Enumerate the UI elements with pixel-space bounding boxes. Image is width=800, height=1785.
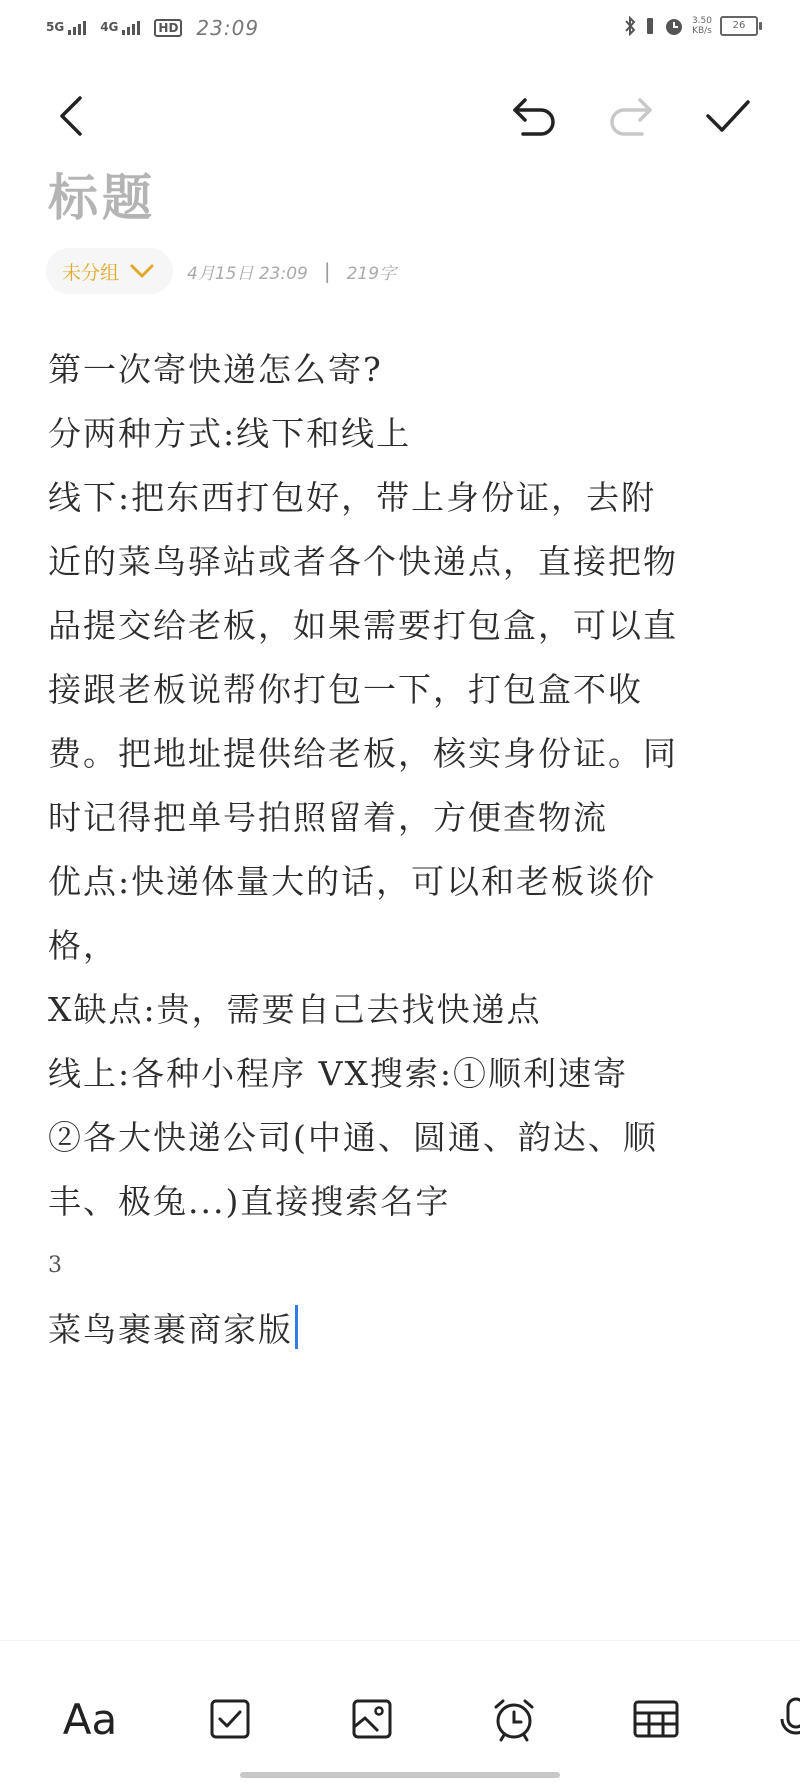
insert-image-button[interactable] <box>340 1687 404 1751</box>
alarm-icon <box>490 1695 538 1743</box>
status-time: 23:09 <box>196 16 260 40</box>
editor-toolbar <box>0 78 800 154</box>
note-line: 线下:把东西打包好，带上身份证，去附 <box>48 478 657 517</box>
net-speed: 3.50 KB/s <box>691 16 712 36</box>
chevron-left-icon <box>52 94 92 138</box>
done-button[interactable] <box>700 88 756 144</box>
note-line: ②各大快递公司(中通、圆通、韵达、顺 <box>48 1118 658 1157</box>
redo-button[interactable] <box>603 88 659 144</box>
note-line: 3 <box>48 1253 64 1278</box>
note-line: 格， <box>48 926 118 965</box>
undo-button[interactable] <box>506 88 562 144</box>
status-bar <box>0 0 800 62</box>
note-line: 优点:快递体量大的话，可以和老板谈价 <box>48 862 657 901</box>
hd-icon: HD <box>154 19 182 37</box>
insert-table-button[interactable] <box>624 1687 688 1751</box>
bottom-toolbar <box>0 1640 800 1785</box>
meta-separator: | <box>323 259 331 283</box>
voice-input-button[interactable] <box>764 1687 800 1751</box>
checkbox-icon <box>208 1697 252 1741</box>
signal-5g-icon: 5G <box>46 21 86 35</box>
note-line-text: 菜鸟裹裹商家版 <box>48 1310 293 1349</box>
note-line-last <box>48 1298 763 1362</box>
bluetooth-icon <box>624 16 636 36</box>
vibrate-icon <box>644 16 656 36</box>
note-body[interactable] <box>48 338 763 1362</box>
group-label: 未分组 <box>62 261 120 284</box>
redo-icon <box>606 96 656 136</box>
status-right <box>624 16 758 36</box>
note-meta <box>46 248 396 294</box>
text-cursor <box>295 1305 298 1349</box>
back-button[interactable] <box>44 88 100 144</box>
font-style-button[interactable]: Aa <box>62 1694 118 1744</box>
undo-icon <box>509 96 559 136</box>
checklist-button[interactable] <box>198 1687 262 1751</box>
reminder-button[interactable] <box>482 1687 546 1751</box>
note-line: 费。把地址提供给老板，核实身份证。同 <box>48 734 678 773</box>
note-date: 4月15日 23:09 <box>187 263 308 284</box>
table-icon <box>632 1697 680 1741</box>
title-input[interactable]: 标题 <box>48 168 156 227</box>
microphone-icon <box>778 1695 800 1743</box>
signal-4g-icon: 4G <box>100 21 140 35</box>
note-line: 近的菜鸟驿站或者各个快递点，直接把物 <box>48 542 678 581</box>
check-icon <box>704 96 752 136</box>
note-line: 线上:各种小程序 VX搜索:①顺利速寄 <box>48 1054 629 1093</box>
note-line: 第一次寄快递怎么寄? <box>48 350 383 389</box>
image-icon <box>350 1697 394 1741</box>
note-line: X缺点:贵，需要自己去找快递点 <box>48 990 542 1029</box>
word-count: 219字 <box>346 263 397 284</box>
group-selector[interactable] <box>46 248 173 294</box>
status-left <box>46 16 259 40</box>
home-indicator[interactable] <box>240 1772 560 1778</box>
battery-icon: 26 <box>720 16 758 36</box>
note-line: 接跟老板说帮你打包一下，打包盒不收 <box>48 670 643 709</box>
chevron-down-icon <box>129 263 155 279</box>
note-line: 丰、极兔...)直接搜索名字 <box>48 1182 451 1221</box>
note-line: 时记得把单号拍照留着，方便查物流 <box>48 798 608 837</box>
note-line: 品提交给老板，如果需要打包盒，可以直 <box>48 606 678 645</box>
note-line: 分两种方式:线下和线上 <box>48 414 412 453</box>
alarm-status-icon <box>664 16 684 36</box>
